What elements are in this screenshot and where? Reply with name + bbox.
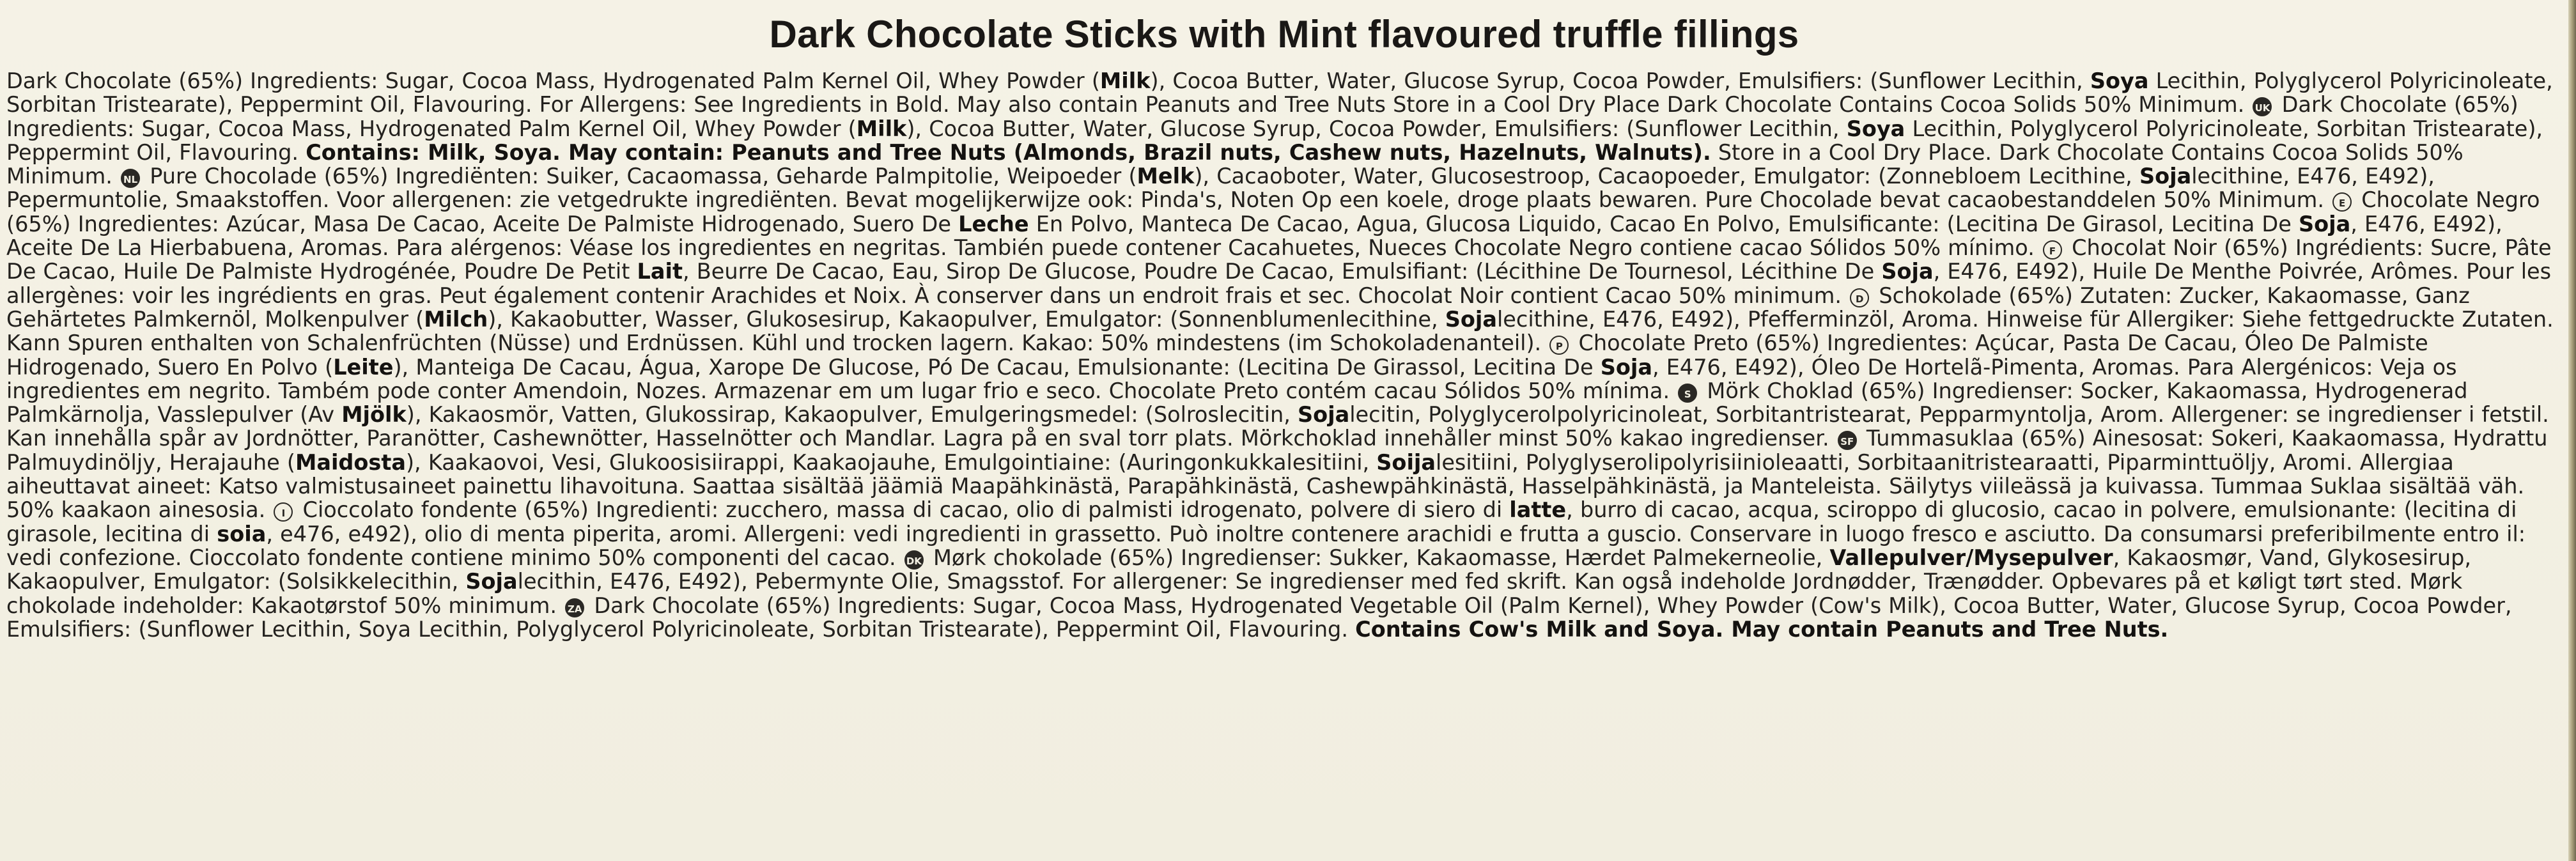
- ingredient-text: ), Cocoa Butter, Water, Glucose Syrup, Cocoa Powder, Emulsifiers: (Sunflower Lecithin,: [1150, 68, 2090, 93]
- allergen-bold-text: Soja: [465, 569, 518, 594]
- allergen-bold-text: soia: [217, 521, 267, 547]
- allergen-bold-text: Contains Cow's Milk and Soya. May contain Peanuts and Tree Nuts.: [1355, 616, 2169, 642]
- allergen-bold-text: Soja: [2298, 211, 2351, 237]
- ingredient-text: ), Kakaosmör, Vatten, Glukossirap, Kakaopulver, Emulgeringsmedel: (Solroslecitin,: [406, 402, 1298, 428]
- ingredient-text: Lecithin, Polyglycerol Polyricinoleate, Sorbitan Tristearate), Peppermint Oil, Flavouring.: [6, 116, 2543, 165]
- allergen-bold-text: Milk: [1099, 68, 1151, 93]
- allergen-bold-text: Milch: [424, 306, 488, 332]
- ingredient-text: Pure Chocolade (65%) Ingrediënten: Suiker, Cacaomassa, Geharde Palmpitolie, Weipoeder (: [143, 164, 1137, 189]
- allergen-bold-text: Lait: [637, 259, 683, 284]
- ingredients-text-block: [6, 69, 2557, 641]
- allergen-bold-text: latte: [1509, 497, 1567, 523]
- ingredient-text: Mørk chokolade (65%) Ingredienser: Sukker, Kakaomasse, Hærdet Palmekerneolie,: [926, 545, 1830, 570]
- package-edge: [2568, 0, 2576, 861]
- ingredient-text: En Polvo, Manteca De Cacao, Agua, Glucosa Liquido, Cacao En Polvo, Emulsificante: (Lecitina De Girasol, Lecitina De: [1028, 211, 2299, 237]
- ingredient-text: lecithin, E476, E492), Pebermynte Olie, Smagsstof. For allergener: Se ingredienser med fed skrift. Kan også indeholde Jordnødder, Trænødder. Opbevares på et køligt tørt sted. Mørk chokolade indeholder: Kakaotørstof 50% minimum.: [6, 569, 2463, 618]
- language-code-icon: I: [274, 502, 293, 522]
- allergen-bold-text: Leite: [333, 354, 394, 380]
- ingredient-text: Cioccolato fondente (65%) Ingredienti: zucchero, massa di cacao, olio di palmisti idrogenato, polvere di siero di: [295, 497, 1510, 523]
- allergen-bold-text: Soja: [1600, 354, 1652, 380]
- ingredient-text: lesitiini, Polyglyserolipolyrisiinioleaatti, Sorbitaanitristearaatti, Piparminttuöljy, Aromi. Allergiaa aiheuttavat aineet: Katso valmistusaineet painettu lihavoituna. Saattaa sisältää jäämiä Maapähkinästä, Parapähkinästä, Cashewpähkinästä, Hasselpähkinästä, ja Manteleista. Säilytys viileässä ja kuivassa. Tummaa Suklaa sisältää väh. 50% kaakaon ainesosia.: [6, 449, 2525, 523]
- ingredient-text: Lecithin, Polyglycerol Polyricinoleate, Sorbitan Tristearate), Peppermint Oil, Flavouring. For Allergens: See Ingredients in Bold. May also contain Peanuts and Tree Nuts Store in a Cool Dry Place Dark Chocolate Contains Cocoa Solids 50% Minimum.: [6, 68, 2553, 118]
- ingredient-text: Store in a Cool Dry Place. Dark Chocolate Contains Cocoa Solids 50% Minimum.: [6, 139, 2463, 189]
- allergen-bold-text: Leche: [958, 211, 1029, 237]
- ingredient-text: Chocolat Noir (65%) Ingrédients: Sucre, Pâte De Cacao, Huile De Palmiste Hydrogénée, Poudre De Petit: [6, 235, 2552, 284]
- ingredient-text: ), Manteiga De Cacau, Água, Xarope De Glucose, Pó De Cacau, Emulsionante: (Lecitina De Girassol, Lecitina De: [393, 354, 1601, 380]
- ingredient-text: ), Kaakaovoi, Vesi, Glukoosisiirappi, Kaakaojauhe, Emulgointiaine: (Auringonkukkalesitiini,: [405, 449, 1377, 475]
- ingredient-text: , E476, E492), Óleo De Hortelã-Pimenta, Aromas. Para Alergénicos: Veja os ingredientes em negrito. Também pode conter Amendoin, Nozes. Armazenar em um lugar frio e seco. Chocolate Preto contém cacau Sólidos 50% mínima.: [6, 354, 2457, 403]
- ingredient-text: lecitin, Polyglycerolpolyricinoleat, Sorbitantristearat, Pepparmyntolja, Arom. Allergener: se ingredienser i fetstil. Kan innehålla spår av Jordnötter, Paranötter, Cashewnötter, Hasselnötter och Mandlar. Lagra på en sval torr plats. Mörkchoklad innehåller minst 50% kakao ingredienser.: [6, 402, 2549, 451]
- ingredient-text: , E476, E492), Huile De Menthe Poivrée, Arômes. Pour les allergènes: voir les ingrédients en gras. Peut également contenir Arachides et Noix. À conserver dans un endroit frais et sec. Chocolat Noir contient Cacao 50% minimum.: [6, 259, 2552, 308]
- ingredient-text: Dark Chocolate (65%) Ingredients: Sugar, Cocoa Mass, Hydrogenated Palm Kernel Oil, Whey Powder (: [6, 92, 2518, 141]
- ingredient-text: Chocolate Negro (65%) Ingredientes: Azúcar, Masa De Cacao, Aceite De Palmiste Hidrogenado, Suero De: [6, 187, 2540, 237]
- allergen-bold-text: Maidosta: [295, 449, 406, 475]
- allergen-bold-text: Soja: [1445, 306, 1497, 332]
- ingredient-text: Schokolade (65%) Zutaten: Zucker, Kakaomasse, Ganz Gehärtetes Palmkernöl, Molkenpulver (: [6, 283, 2470, 332]
- allergen-bold-text: Soya: [1846, 116, 1905, 141]
- allergen-bold-text: Soija: [1376, 449, 1436, 475]
- ingredient-text: Dark Chocolate (65%) Ingredients: Sugar, Cocoa Mass, Hydrogenated Vegetable Oil (Palm Kernel), Whey Powder (Cow's Milk), Cocoa Butter, Water, Glucose Syrup, Cocoa Powder, Emulsifiers: (Sunflower Lecithin, Soya Lecithin, Polyglycerol Polyricinoleate, Sorbitan Tristearate), Peppermint Oil, Flavouring.: [6, 593, 2512, 642]
- language-code-icon: F: [2043, 240, 2062, 260]
- allergen-bold-text: Vallepulver/Mysepulver: [1829, 545, 2113, 570]
- allergen-bold-text: Soja: [1298, 402, 1350, 428]
- language-code-icon: D: [1850, 288, 1869, 307]
- ingredient-text: lecithine, E476, E492), Pfefferminzöl, Aroma. Hinweise für Allergiker: Siehe fettgedruckte Zutaten. Kann Spuren enthalten von Schalenfrüchten (Nüsse) und Erdnüssen. Kühl und trocken lagern. Kakao: 50% mindestens (im Schokoladenanteil).: [6, 306, 2554, 356]
- language-code-icon: NL: [121, 169, 140, 188]
- allergen-bold-text: Soja: [2139, 164, 2192, 189]
- allergen-bold-text: Mjölk: [341, 402, 407, 428]
- language-code-icon: DK: [904, 550, 924, 570]
- ingredient-text: Dark Chocolate (65%) Ingredients: Sugar, Cocoa Mass, Hydrogenated Palm Kernel Oil, Whey Powder (: [6, 68, 1100, 93]
- ingredient-text: ), Cacaoboter, Water, Glucosestroop, Cacaopoeder, Emulgator: (Zonnebloem Lecithine,: [1194, 164, 2139, 189]
- ingredient-text: Tummasuklaa (65%) Ainesosat: Sokeri, Kaakaomassa, Hydrattu Palmuydinöljy, Herajauhe (: [6, 426, 2548, 475]
- ingredient-text: , E476, E492), Aceite De La Hierbabuena, Aromas. Para alérgenos: Véase los ingredientes en negritas. También puede contener Cacahuetes, Nueces Chocolate Negro contiene cacao Sólidos 50% mínimo.: [6, 211, 2502, 261]
- product-title: Dark Chocolate Sticks with Mint flavoured truffle fillings: [769, 13, 1799, 56]
- language-code-icon: E: [2332, 192, 2352, 212]
- ingredient-text: Mörk Choklad (65%) Ingredienser: Socker, Kakaomassa, Hydrogenerad Palmkärnolja, Vasslepulver (Av: [6, 378, 2468, 428]
- allergen-bold-text: Soya: [2090, 68, 2149, 93]
- allergen-bold-text: Soja: [1881, 259, 1934, 284]
- ingredient-text: Chocolate Preto (65%) Ingredientes: Açúcar, Pasta De Cacau, Óleo De Palmiste Hidrogenado, Suero En Polvo (: [6, 330, 2428, 380]
- language-code-icon: S: [1678, 384, 1697, 403]
- language-code-icon: ZA: [565, 598, 584, 617]
- ingredient-text: ), Kakaobutter, Wasser, Glukosesirup, Kakaopulver, Emulgator: (Sonnenblumenlecithine,: [488, 306, 1445, 332]
- allergen-bold-text: Milk: [856, 116, 907, 141]
- ingredient-text: , Kakaosmør, Vand, Glykosesirup, Kakaopulver, Emulgator: (Solsikkelecithin,: [6, 545, 2471, 594]
- language-code-icon: P: [1549, 336, 1569, 355]
- ingredient-text: , e476, e492), olio di menta piperita, aromi. Allergeni: vedi ingredienti in grassetto. Può inoltre contenere arachidi e frutta a guscio. Conservare in luogo fresco e asciutto. Da consumarsi preferibilmente entro il: vedi confezione. Cioccolato fondente contiene minimo 50% componenti del cacao.: [6, 521, 2526, 570]
- ingredient-text: , Beurre De Cacao, Eau, Sirop De Glucose, Poudre De Cacao, Emulsifiant: (Lécithine De Tournesol, Lécithine De: [682, 259, 1882, 284]
- ingredient-text: ), Cocoa Butter, Water, Glucose Syrup, Cocoa Powder, Emulsifiers: (Sunflower Lecithin,: [906, 116, 1847, 141]
- allergen-bold-text: Melk: [1137, 164, 1195, 189]
- ingredient-text: , burro di cacao, acqua, sciroppo di glucosio, cacao in polvere, emulsionante: (lecitina di girasole, lecitina di: [6, 497, 2517, 547]
- allergen-bold-text: Contains: Milk, Soya. May contain: Peanuts and Tree Nuts (Almonds, Brazil nuts, Cashew nuts, Hazelnuts, Walnuts).: [306, 139, 1711, 165]
- ingredient-text: lecithine, E476, E492), Pepermuntolie, Smaakstoffen. Voor allergenen: zie vetgedrukte ingrediënten. Bevat mogelijkerwijze ook: Pinda's, Noten Op een koele, droge plaats bewaren. Pure Chocolade bevat cacaobestanddelen 50% Minimum.: [6, 164, 2435, 213]
- language-code-icon: UK: [2253, 97, 2272, 116]
- language-code-icon: SF: [1838, 431, 1857, 450]
